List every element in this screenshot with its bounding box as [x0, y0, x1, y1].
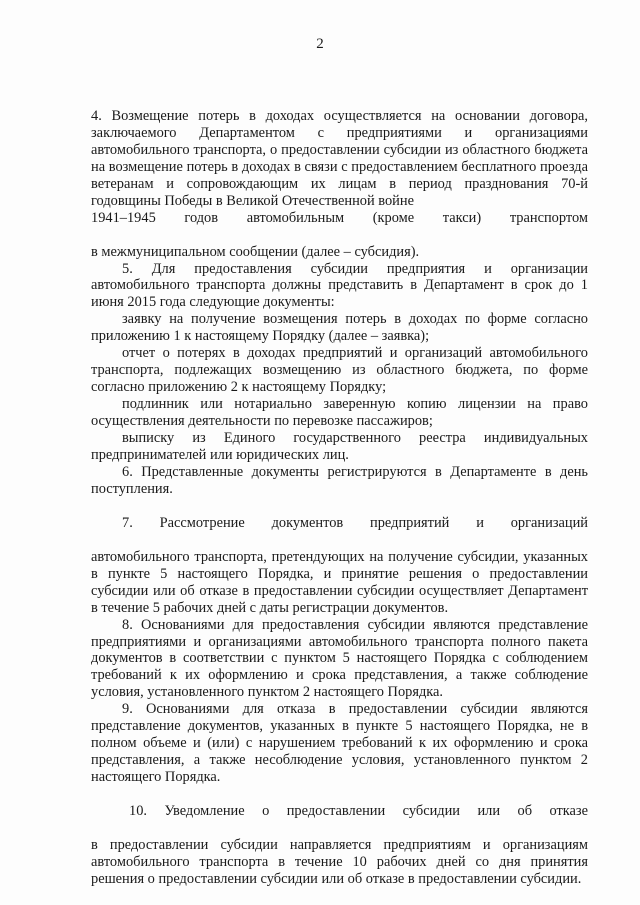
paragraph-10-text: в предоставлении субсидии направляется предприятиям и организациям автомобильного транспорта в течение 10 рабочих дней со дня принятия решения о предоставлении субсидии или об отказе в предоставлении субсидии.: [91, 836, 588, 887]
paragraph-4-tail: в межмуниципальном сообщении (далее – субсидия).: [91, 243, 420, 260]
paragraph-5: 5. Для предоставления субсидии предприятия и организации автомобильного транспорта должны представить в Департамент в срок до 1 июня 2015 года следующие документы:: [91, 260, 588, 311]
paragraph-7-text: автомобильного транспорта, претендующих на получение субсидии, указанных в пункте 5 настоящего Порядка, и принятие решения о предоставлении субсидии или об отказе в предоставлении субсидии осуществляет Департамент в течение 5 рабочих дней с даты регистрации документов.: [91, 548, 588, 616]
page-number: 2: [316, 36, 324, 52]
paragraph-5-item-extract: выписку из Единого государственного реестра индивидуальных предпринимателей или юридических лиц.: [91, 430, 588, 464]
paragraph-5-item-license: подлинник или нотариально заверенную копию лицензии на право осуществления деятельности по перевозке пассажиров;: [91, 396, 588, 430]
paragraph-5-item-report: отчет о потерях в доходах предприятий и организаций автомобильного транспорта, подлежащих возмещению из областного бюджета, по форме согласно приложению 2 к настоящему Порядку;: [91, 345, 588, 396]
paragraph-4-years-line: 1941–1945 годов автомобильным (кроме такси) транспортом: [91, 209, 588, 226]
paragraph-4: [91, 91, 588, 261]
paragraph-8: 8. Основаниями для предоставления субсидии являются представление предприятиями и организациями автомобильного транспорта полного пакета документов в соответствии с пунктом 5 настоящего Порядка с соблюдением требований к их оформлению и срока представления, а также соблюдение условия, установленного пунктом 2 настоящего Порядка.: [91, 616, 588, 701]
paragraph-6: 6. Представленные документы регистрируются в Департаменте в день поступления.: [91, 463, 588, 497]
paragraph-4-text: 4. Возмещение потерь в доходах осуществляется на основании договора, заключаемого Департаментом с предприятиями и организациями автомобильного транспорта, о предоставлении субсидии из областного бюджета на возмещение потерь в доходах в связи с предоставлением бесплатного проезда ветеранам и сопровождающим их лицам в период празднования 70-й годовщины Победы в Великой Отечественной войне: [91, 107, 588, 209]
paragraph-10: [91, 786, 588, 888]
paragraph-7-first-line: 7. Рассмотрение документов предприятий и организаций: [122, 514, 588, 531]
paragraph-5-item-application: заявку на получение возмещения потерь в доходах по форме согласно приложению 1 к настоящему Порядку (далее – заявка);: [91, 311, 588, 345]
paragraph-10-first-line: 10. Уведомление о предоставлении субсидии или об отказе: [129, 803, 588, 820]
document-body: [91, 91, 588, 888]
paragraph-9: 9. Основаниями для отказа в предоставлении субсидии являются представление документов, указанных в пункте 5 настоящего Порядка, не в полном объеме и (или) с нарушением требований к их оформлению и срока представления, а также несоблюдение условия, установленного пунктом 2 настоящего Порядка.: [91, 701, 588, 786]
paragraph-7: [91, 498, 588, 617]
